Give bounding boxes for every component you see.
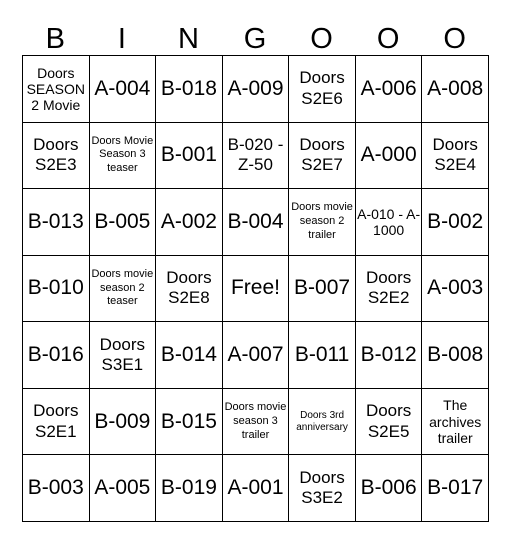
bingo-cell[interactable]: B-004 [223, 189, 290, 256]
bingo-cell[interactable]: B-005 [90, 189, 157, 256]
bingo-cell[interactable]: B-008 [422, 322, 489, 389]
bingo-cell free-space[interactable]: Free! [223, 256, 290, 323]
bingo-cell[interactable]: B-003 [23, 455, 90, 522]
bingo-cell[interactable]: B-013 [23, 189, 90, 256]
header-letter-7: O [443, 22, 466, 55]
bingo-card-grid [22, 55, 489, 522]
bingo-cell[interactable]: B-014 [156, 322, 223, 389]
bingo-cell[interactable]: B-012 [356, 322, 423, 389]
bingo-cell[interactable]: Doors S2E8 [156, 256, 223, 323]
bingo-cell[interactable]: Doors SEASON 2 Movie [23, 56, 90, 123]
bingo-cell[interactable]: B-006 [356, 455, 423, 522]
bingo-cell[interactable]: A-008 [422, 56, 489, 123]
bingo-cell[interactable]: B-009 [90, 389, 157, 456]
bingo-cell[interactable]: Doors S2E6 [289, 56, 356, 123]
bingo-cell[interactable]: B-020 - Z-50 [223, 123, 290, 190]
bingo-cell[interactable]: A-004 [90, 56, 157, 123]
bingo-cell[interactable]: A-005 [90, 455, 157, 522]
bingo-cell[interactable]: Doors S2E1 [23, 389, 90, 456]
bingo-cell[interactable]: Doors S3E1 [90, 322, 157, 389]
bingo-cell[interactable]: Doors movie season 2 teaser [90, 256, 157, 323]
header-letter-5: O [310, 22, 333, 55]
bingo-cell[interactable]: B-002 [422, 189, 489, 256]
bingo-cell[interactable]: Doors S2E5 [356, 389, 423, 456]
bingo-cell[interactable]: B-019 [156, 455, 223, 522]
bingo-cell[interactable]: B-016 [23, 322, 90, 389]
bingo-cell[interactable]: Doors S2E7 [289, 123, 356, 190]
bingo-cell[interactable]: Doors S2E4 [422, 123, 489, 190]
bingo-cell[interactable]: A-006 [356, 56, 423, 123]
bingo-cell[interactable]: B-011 [289, 322, 356, 389]
bingo-cell[interactable]: B-001 [156, 123, 223, 190]
bingo-header [22, 22, 488, 56]
header-letter-4: G [243, 22, 267, 55]
bingo-cell[interactable]: Doors S3E2 [289, 455, 356, 522]
header-letter-2: I [117, 22, 126, 55]
header-letter-3: N [177, 22, 199, 55]
bingo-cell[interactable]: B-017 [422, 455, 489, 522]
bingo-cell[interactable]: B-015 [156, 389, 223, 456]
bingo-cell[interactable]: Doors movie season 2 trailer [289, 189, 356, 256]
header-letter-1: B [45, 22, 65, 55]
bingo-cell[interactable]: The archives trailer [422, 389, 489, 456]
bingo-cell[interactable]: Doors movie season 3 trailer [223, 389, 290, 456]
bingo-cell[interactable]: A-000 [356, 123, 423, 190]
bingo-cell[interactable]: B-018 [156, 56, 223, 123]
bingo-cell[interactable]: Doors S2E3 [23, 123, 90, 190]
bingo-cell[interactable]: A-003 [422, 256, 489, 323]
header-letter-6: O [376, 22, 400, 55]
bingo-cell[interactable]: B-007 [289, 256, 356, 323]
bingo-cell[interactable]: A-009 [223, 56, 290, 123]
bingo-cell[interactable]: A-002 [156, 189, 223, 256]
bingo-cell[interactable]: A-010 - A-1000 [356, 189, 423, 256]
bingo-cell[interactable]: A-007 [223, 322, 290, 389]
bingo-cell[interactable]: A-001 [223, 455, 290, 522]
bingo-cell[interactable]: Doors Movie Season 3 teaser [90, 123, 157, 190]
bingo-cell[interactable]: Doors S2E2 [356, 256, 423, 323]
bingo-cell[interactable]: Doors 3rd anniversary [289, 389, 356, 456]
bingo-cell[interactable]: B-010 [23, 256, 90, 323]
